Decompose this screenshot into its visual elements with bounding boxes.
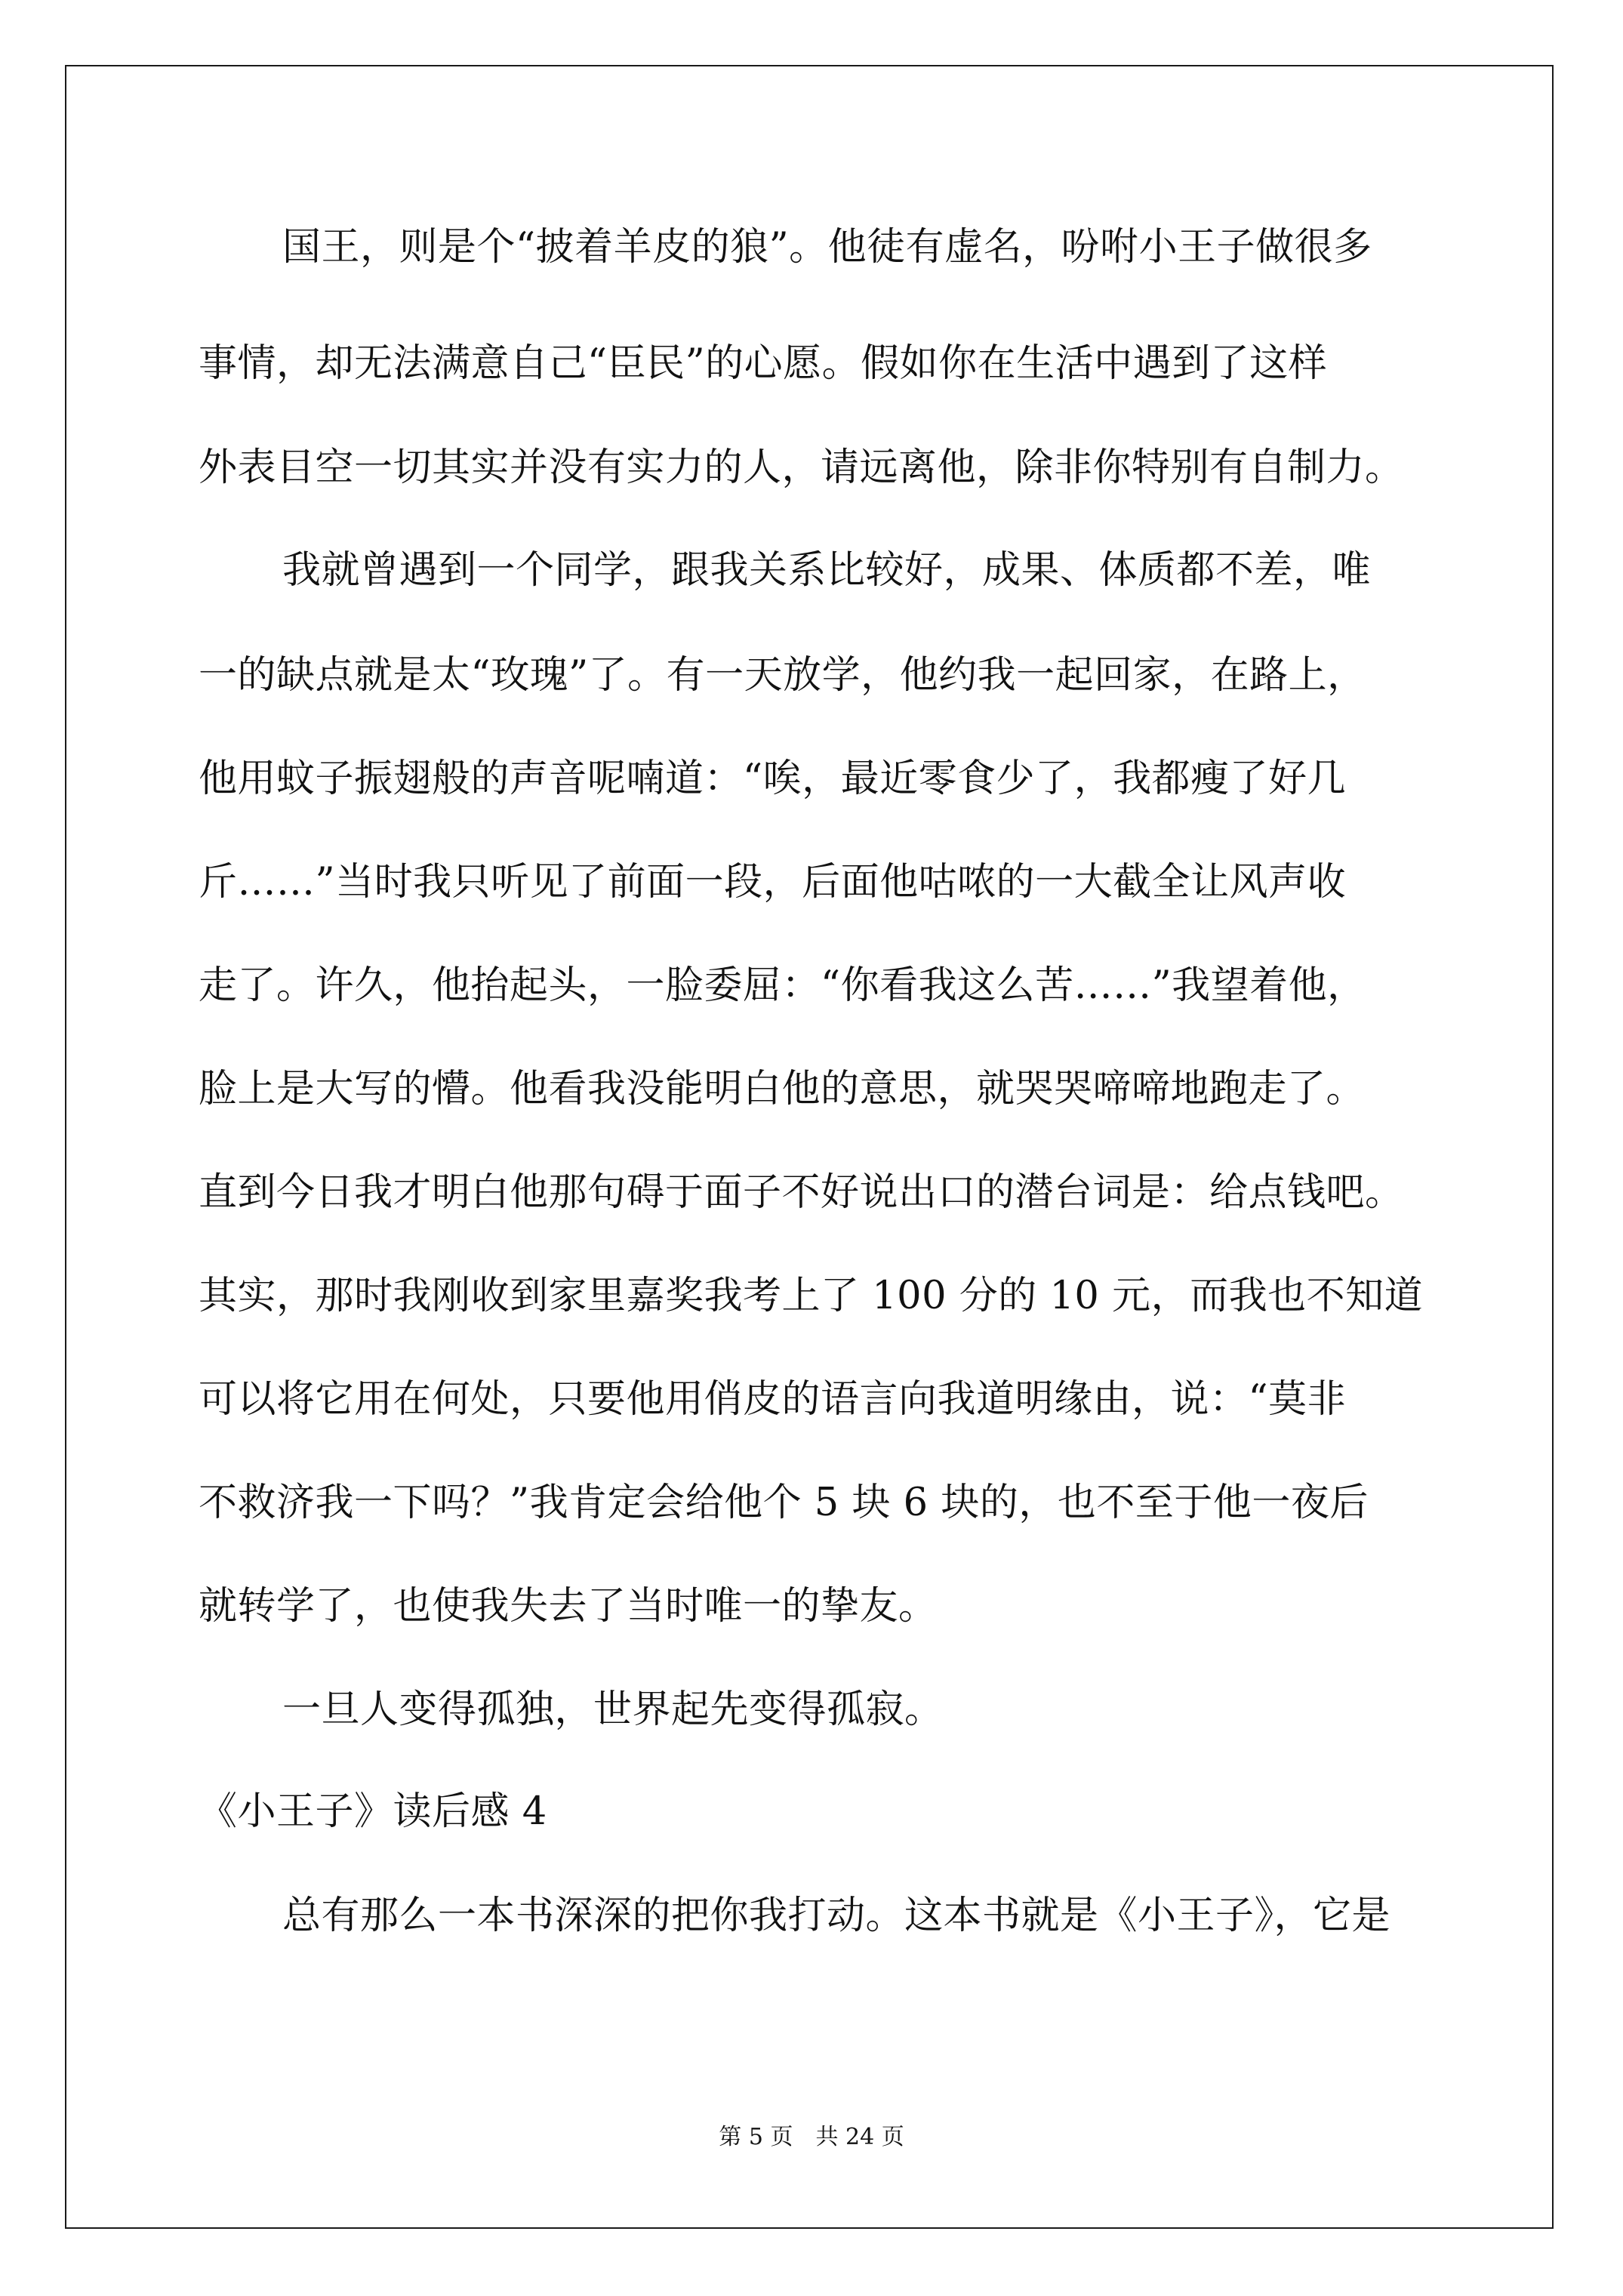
section-heading: 《小王子》读后感 4 xyxy=(199,1789,547,1834)
paragraph-line: 外表目空一切其实并没有实力的人，请远离他，除非你特别有自制力。 xyxy=(199,445,1404,490)
paragraph-line: 直到今日我才明白他那句碍于面子不好说出口的潜台词是：给点钱吧。 xyxy=(199,1170,1404,1215)
page-number-footer: 第 5 页 共 24 页 xyxy=(719,2124,904,2150)
paragraph-line: 走了。许久，他抬起头，一脸委屈：“你看我这么苦……”我望着他， xyxy=(199,963,1366,1008)
paragraph-line: 事情，却无法满意自己“臣民”的心愿。假如你在生活中遇到了这样 xyxy=(199,341,1328,386)
paragraph-line: 可以将它用在何处，只要他用俏皮的语言向我道明缘由，说：“莫非 xyxy=(199,1377,1347,1422)
paragraph-line: 不救济我一下吗？”我肯定会给他个 5 块 6 块的，也不至于他一夜后 xyxy=(199,1481,1369,1525)
paragraph-line: 国王，则是个“披着羊皮的狼”。他徒有虚名，吩咐小王子做很多 xyxy=(282,225,1372,270)
paragraph-line: 其实，那时我刚收到家里嘉奖我考上了 100 分的 10 元，而我也不知道 xyxy=(199,1274,1424,1318)
paragraph-line: 他用蚊子振翅般的声音呢喃道：“唉，最近零食少了，我都瘦了好几 xyxy=(199,757,1347,801)
paragraph-line: 我就曾遇到一个同学，跟我关系比较好，成果、体质都不差，唯 xyxy=(282,548,1372,593)
paragraph-line: 斤……”当时我只听见了前面一段，后面他咕哝的一大截全让风声收 xyxy=(199,860,1347,905)
paragraph-line: 就转学了，也使我失去了当时唯一的挚友。 xyxy=(199,1584,938,1629)
paragraph-line: 一旦人变得孤独，世界起先变得孤寂。 xyxy=(282,1687,944,1732)
paragraph-line: 脸上是大写的懵。他看我没能明白他的意思，就哭哭啼啼地跑走了。 xyxy=(199,1067,1366,1111)
paragraph-line: 一的缺点就是太“玫瑰”了。有一天放学，他约我一起回家，在路上， xyxy=(199,653,1366,698)
paragraph-line: 总有那么一本书深深的把你我打动。这本书就是《小王子》，它是 xyxy=(282,1894,1391,1938)
